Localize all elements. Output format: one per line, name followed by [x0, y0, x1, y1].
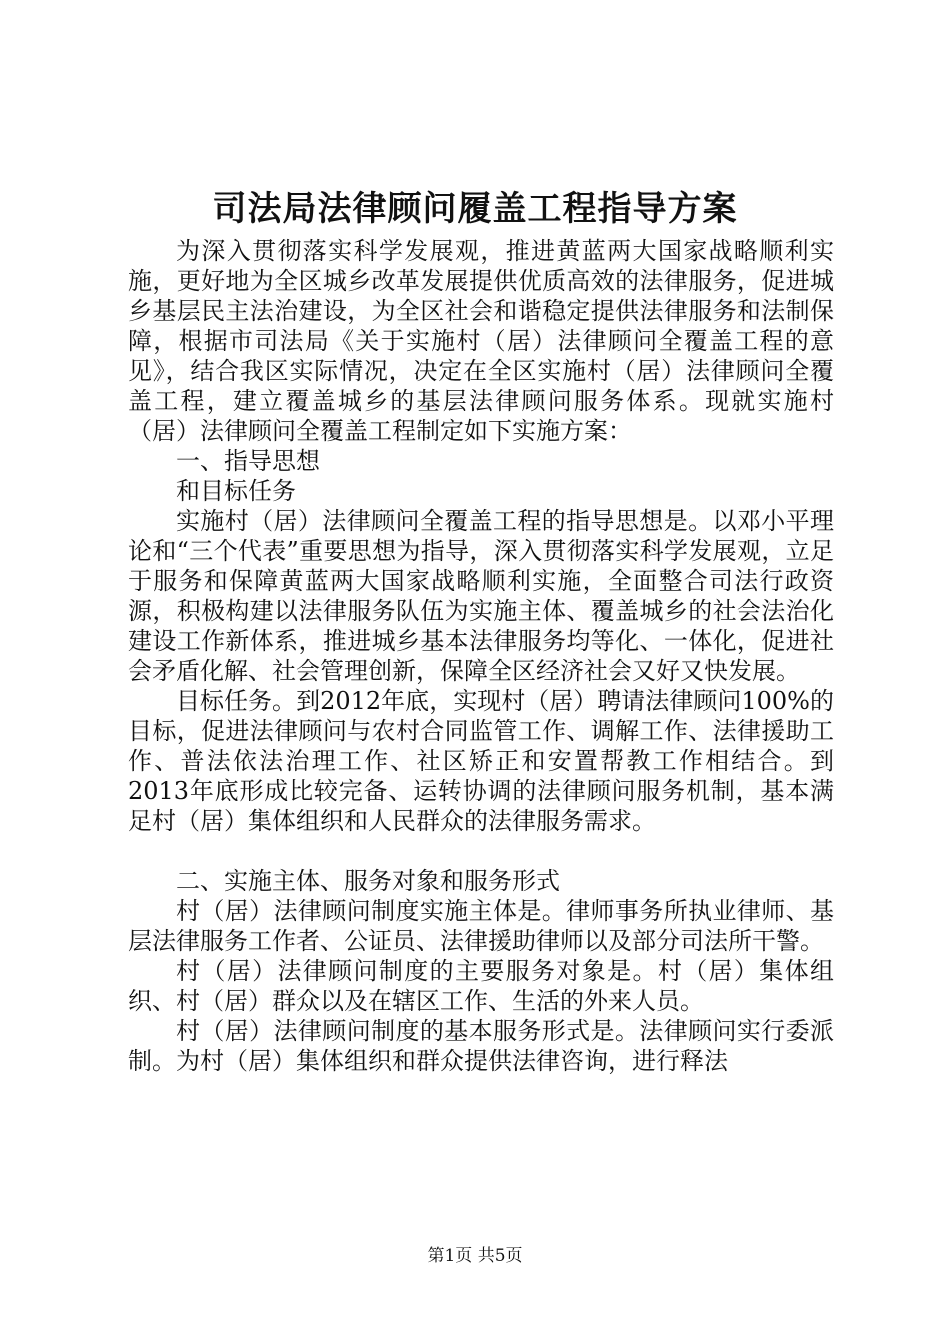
- document-body: [128, 236, 834, 1076]
- target-task-paragraph: 目标任务。到2012年底，实现村（居）聘请法律顾问100%的目标，促进法律顾问与农村合同监管工作、调解工作、法律援助工作、普法依法治理工作、社区矫正和安置帮教工作相结合。到2013年底形成比较完备、运转协调的法律顾问服务机制，基本满足村（居）集体组织和人民群众的法律服务需求。: [128, 687, 834, 835]
- service-form-paragraph: 村（居）法律顾问制度的基本服务形式是。法律顾问实行委派制。为村（居）集体组织和群众提供法律咨询，进行释法: [128, 1017, 834, 1075]
- section-heading-1-continued: 和目标任务: [176, 477, 296, 505]
- guiding-thought-paragraph: 实施村（居）法律顾问全覆盖工程的指导思想是。以邓小平理论和“三个代表”重要思想为指导，深入贯彻落实科学发展观，立足于服务和保障黄蓝两大国家战略顺利实施，全面整合司法行政资源，积极构建以法律服务队伍为实施主体、覆盖城乡的社会法治化建设工作新体系，推进城乡基本法律服务均等化、一体化，促进社会矛盾化解、社会管理创新，保障全区经济社会又好又快发展。: [128, 507, 834, 685]
- document-title: 司法局法律顾问履盖工程指导方案: [212, 189, 738, 229]
- page-footer: 第1页 共5页: [427, 1246, 523, 1266]
- section-heading-2: 二、实施主体、服务对象和服务形式: [176, 867, 560, 895]
- intro-paragraph: 为深入贯彻落实科学发展观，推进黄蓝两大国家战略顺利实施，更好地为全区城乡改革发展提供优质高效的法律服务，促进城乡基层民主法治建设，为全区社会和谐稳定提供法律服务和法制保障，根据市司法局《关于实施村（居）法律顾问全覆盖工程的意见》，结合我区实际情况，决定在全区实施村（居）法律顾问全覆盖工程，建立覆盖城乡的基层法律顾问服务体系。现就实施村（居）法律顾问全覆盖工程制定如下实施方案：: [128, 237, 834, 445]
- implementation-subject-paragraph: 村（居）法律顾问制度实施主体是。律师事务所执业律师、基层法律服务工作者、公证员、法律援助律师以及部分司法所干警。: [128, 897, 834, 955]
- section-heading-1: 一、指导思想: [176, 447, 320, 475]
- blank-line: [128, 836, 834, 866]
- service-object-paragraph: 村（居）法律顾问制度的主要服务对象是。村（居）集体组织、村（居）群众以及在辖区工作、生活的外来人员。: [128, 957, 834, 1015]
